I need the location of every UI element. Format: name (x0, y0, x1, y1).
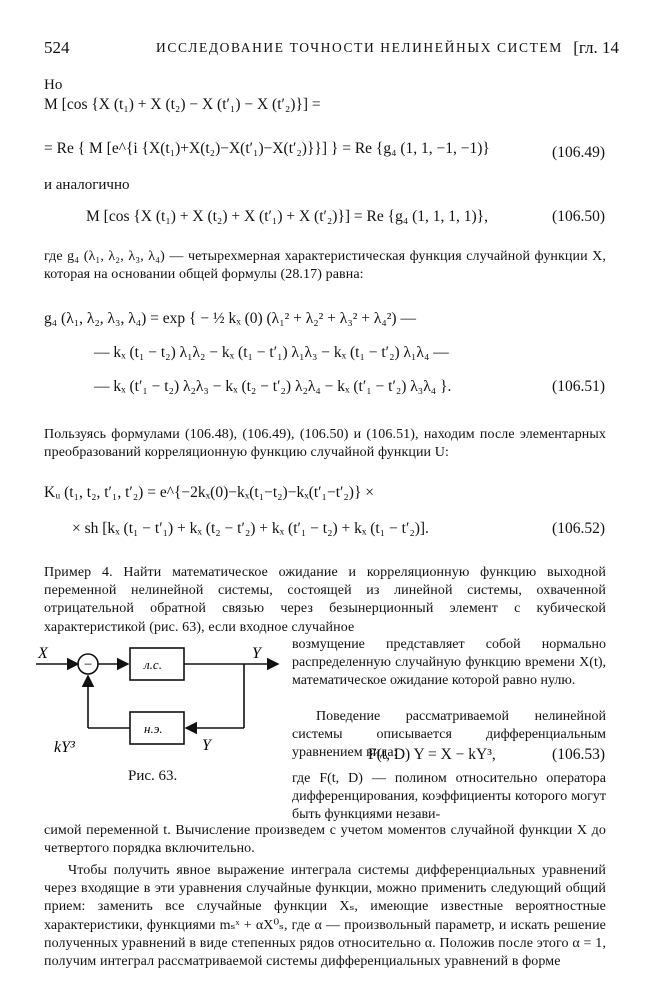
text-no: Но (44, 77, 63, 93)
paragraph-last: Чтобы получить явное выражение интеграла системы дифференциальных уравнений через входящие в эти уравнения случайные функции, можно применить следующий общий прием: заменить все случайные функции Xₛ, имеющие известные вероятностные характеристики, функциями mₛˣ + αX⁰ₛ, где α — произвольный параметр, и искать решение полученных уравнений в виде степенных рядов относительно α. Положив после этого α = 1, получим интеграл рассматриваемой системы дифференциальных уравнений в форме (44, 863, 606, 970)
eq49-line1: M [cos {X (t₁) + X (t₂) − X (t′₁) − X (t′₂)}] = (44, 96, 321, 113)
diagram-label-feedback: kY³ (54, 739, 75, 756)
chapter-label: [гл. 14 (573, 38, 619, 57)
block-diagram (34, 640, 284, 770)
paragraph-using: Пользуясь формулами (106.48), (106.49), (106.50) и (106.51), находим после элементарных преобразований корреляционную функцию случайной функции U: (44, 427, 606, 461)
paragraph-right3: где F(t, D) — полином относительно оператора дифференцирования, коэффициенты которого могут быть функциями незави- (292, 771, 606, 823)
block-nonlinear-label: н.э. (144, 721, 163, 736)
eq52-line1: Kᵤ (t₁, t₂, t′₁, t′₂) = e^{−2kₓ(0)−kₓ(t₁−t₂)−kₓ(t′₁−t′₂)} × (44, 484, 375, 501)
diagram-label-input: X (38, 645, 48, 662)
diagram-label-output: Y (252, 645, 261, 662)
figure-caption: Рис. 63. (128, 768, 178, 784)
eq49-line2: = Re { M [e^{i {X(t₁)+X(t₂)−X(t′₁)−X(t′₂)}}] } = Re {g₄ (1, 1, −1, −1)} (44, 140, 490, 157)
eq50: M [cos {X (t₁) + X (t₂) + X (t′₁) + X (t′₂)}] = Re {g₄ (1, 1, 1, 1)}, (86, 208, 489, 225)
text-analog: и аналогично (44, 177, 130, 193)
page-number: 524 (44, 38, 70, 57)
paragraph-right2: Поведение рассматриваемой нелинейной системы описывается дифференциальным уравнением вида: (292, 709, 606, 761)
paragraph-where: где g₄ (λ₁, λ₂, λ₃, λ₄) — четырехмерная характеристическая функция случайной функции X, которая на основании общей формулы (28.17) равна: (44, 249, 606, 283)
eq51-line3: — kₓ (t′₁ − t₂) λ₂λ₃ − kₓ (t₂ − t′₂) λ₂λ₄ − kₓ (t′₁ − t′₂) λ₃λ₄ }. (94, 378, 452, 395)
running-header (44, 38, 619, 62)
running-title: ИССЛЕДОВАНИЕ ТОЧНОСТИ НЕЛИНЕЙНЫХ СИСТЕМ (156, 40, 563, 55)
paragraph-right1: возмущение представляет собой нормально распределенную случайную функцию времени X(t), математическое ожидание которой равно нулю. (292, 637, 606, 689)
eq53: F(t, D) Y = X − kY³, (368, 746, 496, 763)
eq53-number: (106.53) (552, 746, 605, 763)
paragraph-example: Пример 4. Найти математическое ожидание и корреляционную функцию выходной переменной нелинейной системы, состоящей из линейной системы, охваченной отрицательной обратной связью через безынерционный элемент с кубической характеристикой (рис. 63), если входное случайное (44, 565, 606, 635)
eq51-line2: — kₓ (t₁ − t₂) λ₁λ₂ − kₓ (t₁ − t′₁) λ₁λ₃ − kₓ (t₁ − t′₂) λ₁λ₄ — (94, 344, 449, 361)
sum-sign: − (84, 657, 93, 673)
eq52-number: (106.52) (552, 520, 605, 537)
eq51-number: (106.51) (552, 378, 605, 395)
eq50-number: (106.50) (552, 208, 605, 225)
paragraph-continue: симой переменной t. Вычисление произведем с учетом моментов случайной функции X до четвертого порядка включительно. (44, 823, 606, 857)
eq51-line1: g₄ (λ₁, λ₂, λ₃, λ₄) = exp { − ½ kₓ (0) (λ₁² + λ₂² + λ₃² + λ₄²) — (44, 310, 416, 327)
block-linear-label: л.с. (144, 657, 162, 672)
eq52-line2: × sh [kₓ (t₁ − t′₁) + kₓ (t₂ − t′₂) + kₓ (t′₁ − t₂) + kₓ (t₁ − t′₂)]. (72, 520, 429, 537)
eq49-number: (106.49) (552, 144, 605, 161)
diagram-label-feedback-out: Y (202, 737, 211, 754)
